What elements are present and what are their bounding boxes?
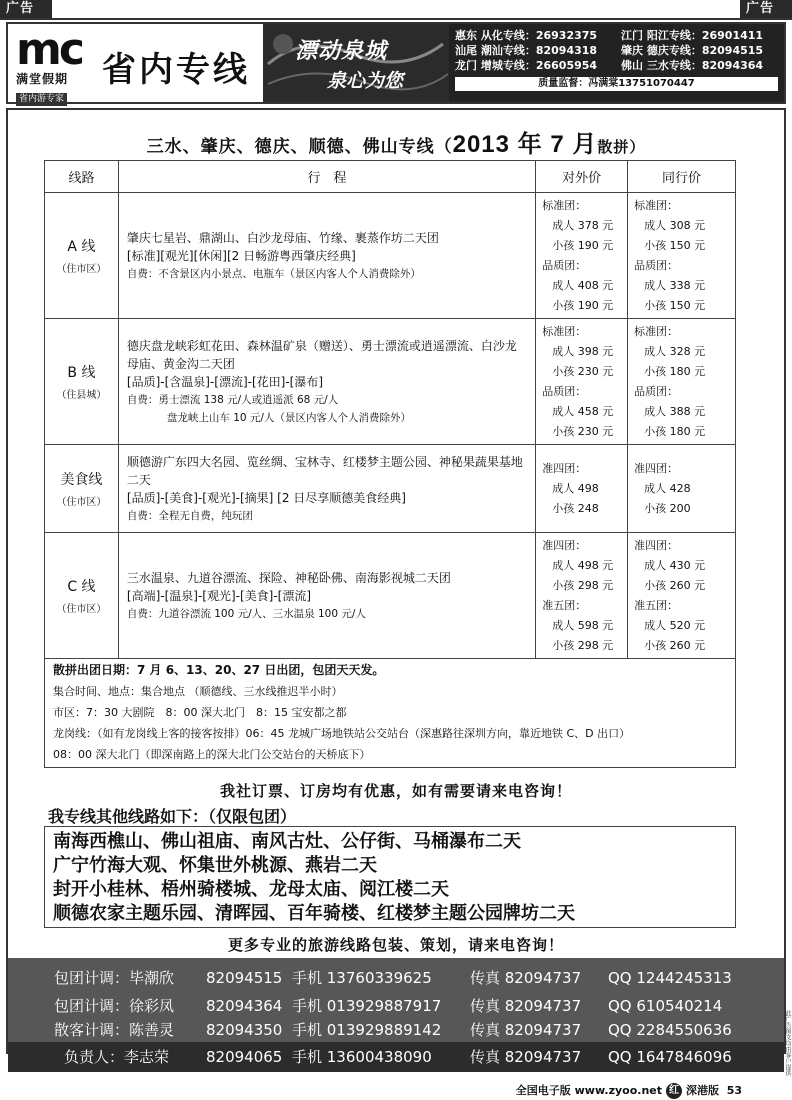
trade-price-cell: [628, 533, 736, 659]
public-price-cell: [536, 533, 628, 659]
price-tier: 标准团：: [634, 324, 679, 338]
staff-role: 包团计调：徐彩凤: [54, 997, 175, 1015]
other-routes-list: [44, 826, 736, 928]
price-child: 小孩 260 元: [644, 638, 706, 652]
price-tier: 品质团：: [542, 384, 587, 398]
price-child: 小孩 150 元: [644, 238, 706, 252]
itinerary-tags: [品质]-[含温泉]-[漂流]-[花田]-[瀑布]: [126, 374, 324, 389]
table-row: [45, 533, 736, 659]
page-number: 53: [726, 1084, 742, 1097]
price-child: 小孩 298 元: [552, 638, 614, 652]
price-tier: 标准团：: [542, 198, 587, 212]
route-name: A 线: [67, 239, 96, 255]
banner-line2: 泉心为您: [327, 70, 404, 92]
price-adult: 成人 428: [644, 481, 691, 495]
self-pay-note: 自费：九道谷漂流 100 元/人、三水温泉 100 元/人: [126, 607, 366, 620]
staff-fax: 传真 82094737: [470, 969, 582, 987]
itinerary-tags: [品质]-[美食]-[观光]-[摘果] [2 日尽享顺德美食经典]: [126, 490, 406, 505]
col-trade-price: 同行价: [628, 161, 736, 193]
staff-row: [8, 1016, 784, 1044]
route-stay: （住市区）: [56, 497, 107, 508]
departure-dates: 散拼出团日期：7 月 6、13、20、27 日出团，包团天天发。: [53, 663, 385, 677]
price-tier: 标准团：: [634, 198, 679, 212]
price-adult: 成人 520 元: [644, 618, 706, 632]
price-tier: 准四团：: [634, 461, 679, 475]
hotline-row: [455, 28, 778, 43]
staff-mobile: 手机 013929889142: [292, 1021, 442, 1039]
staff-contacts: [8, 958, 784, 1072]
self-pay-note: 自费：全程无自费，纯玩团: [126, 509, 253, 522]
price-tier: 准四团：: [542, 538, 587, 552]
logo-subtitle: 满堂假期: [16, 72, 69, 86]
staff-fax: 传真 82094737: [470, 1021, 582, 1039]
price-adult: 成人 388 元: [644, 404, 706, 418]
price-child: 小孩 180 元: [644, 424, 706, 438]
header: [6, 22, 786, 104]
staff-mobile: 手机 013929887917: [292, 997, 442, 1015]
price-adult: 成人 430 元: [644, 558, 706, 572]
title-suffix: 散拼）: [597, 138, 646, 156]
route-stay: （住市区）: [56, 604, 107, 615]
page-footer: [516, 1082, 742, 1099]
price-adult: 成人 378 元: [552, 218, 614, 232]
price-child: 小孩 248: [552, 501, 599, 515]
hotline-right: 佛山 三水专线：82094364: [621, 59, 764, 72]
table-header-row: [45, 161, 736, 193]
logo-mark: mc: [16, 24, 82, 75]
route-cell: [45, 193, 119, 319]
list-item: 顺德农家主题乐园、清晖园、百年骑楼、红楼梦主题公园牌坊二天: [53, 903, 575, 924]
table-row: [45, 445, 736, 533]
self-pay-note: 盘龙峡上山车 10 元/人（景区内客人个人消费除外）: [166, 411, 411, 424]
route-cell: [45, 445, 119, 533]
price-adult: 成人 498: [552, 481, 599, 495]
route-stay: （住县城）: [56, 390, 107, 401]
staff-row: [8, 964, 784, 992]
price-tier: 准五团：: [634, 598, 679, 612]
staff-qq: QQ 610540214: [608, 997, 723, 1015]
staff-qq: QQ 1647846096: [608, 1048, 732, 1066]
price-child: 小孩 298 元: [552, 578, 614, 592]
price-adult: 成人 498 元: [552, 558, 614, 572]
hotline-panel: [449, 24, 784, 102]
staff-role: 散客计调：陈善灵: [54, 1021, 175, 1039]
pickup-city: 市区：7：30 大剧院 8：00 深大北门 8：15 宝安都之都: [53, 706, 347, 719]
price-adult: 成人 458 元: [552, 404, 614, 418]
title-prefix: 三水、肇庆、德庆、顺德、佛山专线（: [146, 137, 453, 157]
hotline-right: 肇庆 德庆专线：82094515: [621, 44, 764, 57]
route-stay: （住市区）: [56, 264, 107, 275]
route-cell: [45, 319, 119, 445]
price-child: 小孩 260 元: [644, 578, 706, 592]
public-price-cell: [536, 445, 628, 533]
itinerary-line: 肇庆七星岩、鼎湖山、白沙龙母庙、竹缘、裹蒸作坊二天团: [126, 230, 439, 245]
pickup-longgang: 龙岗线：（如有龙岗线上客的接客按排）06：45 龙城广场地铁站公交站台（深惠路往深圳方向，靠近地铁 C、D 出口）: [53, 727, 631, 740]
staff-tel: 82094364: [206, 997, 283, 1015]
route-name: C 线: [67, 579, 96, 595]
list-item: 封开小桂林、梧州骑楼城、龙母太庙、阅江楼二天: [53, 879, 449, 900]
ad-tag-right: 广告: [740, 0, 792, 18]
route-name: B 线: [67, 365, 96, 381]
hotline-right: 江门 阳江专线：26901411: [621, 29, 764, 42]
itinerary-line: 德庆盘龙峡彩虹花田、森林温矿泉（赠送）、勇士漂流或逍遥漂流、白沙龙母庙、黄金沟二天团: [126, 338, 517, 371]
route-cell: [45, 533, 119, 659]
price-tier: 品质团：: [634, 384, 679, 398]
staff-tel: 82094065: [206, 1048, 283, 1066]
price-tier: 品质团：: [542, 258, 587, 272]
title-date: 2013 年 7 月: [452, 131, 598, 158]
price-child: 小孩 150 元: [644, 298, 706, 312]
brand-logo: [16, 24, 92, 104]
price-adult: 成人 598 元: [552, 618, 614, 632]
header-title: 省内专线: [102, 50, 250, 90]
other-routes-heading: 我专线其他线路如下：（仅限包团）: [48, 807, 297, 826]
side-disclaimer: 此广告图文均由客户提供: [784, 1010, 791, 1076]
hotline-left: 汕尾 潮汕专线：82094318: [455, 44, 598, 57]
staff-fax: 传真 82094737: [470, 997, 582, 1015]
price-child: 小孩 180 元: [644, 364, 706, 378]
ad-tag-left: 广告: [0, 0, 52, 18]
list-item: 广宁竹海大观、怀集世外桃源、燕岩二天: [53, 855, 377, 876]
staff-row-manager: [8, 1042, 784, 1072]
itinerary-line: 顺德游广东四大名园、览丝绸、宝林寺、红楼梦主题公园、神秘果蔬果基地二天: [126, 454, 523, 487]
schedule-title: [0, 124, 792, 159]
hotline-left: 惠东 从化专线：26932375: [455, 29, 598, 42]
staff-tel: 82094515: [206, 969, 283, 987]
col-public-price: 对外价: [536, 161, 628, 193]
col-route: 线路: [45, 161, 119, 193]
edition-url: 全国电子版 www.zyoo.net: [515, 1084, 663, 1097]
price-tier: 准四团：: [634, 538, 679, 552]
planning-note: 更多专业的旅游线路包装、策划，请来电咨询！: [227, 936, 564, 954]
itinerary-tags: [高端]-[温泉]-[观光]-[美食]-[漂流]: [126, 588, 312, 603]
price-child: 小孩 230 元: [552, 424, 614, 438]
price-child: 小孩 190 元: [552, 298, 614, 312]
col-itinerary: 行 程: [118, 161, 535, 193]
price-child: 小孩 190 元: [552, 238, 614, 252]
route-name: 美食线: [60, 472, 103, 488]
price-tier: 标准团：: [542, 324, 587, 338]
booking-note: 我社订票、订房均有优惠，如有需要请来电咨询！: [219, 782, 572, 800]
staff-mobile: 手机 13760339625: [292, 969, 432, 987]
staff-fax: 传真 82094737: [470, 1048, 582, 1066]
hotline-row: [455, 43, 778, 58]
banner-line1: 漂动泉城: [295, 39, 388, 64]
promo-banner: [263, 24, 449, 102]
edition-region: 深港版: [686, 1084, 720, 1097]
trade-price-cell: [628, 445, 736, 533]
hotline-row: [455, 58, 778, 73]
departure-info: [44, 658, 736, 768]
list-item: 南海西樵山、佛山祖庙、南风古灶、公仔街、马桶瀑布二天: [53, 831, 521, 852]
price-adult: 成人 408 元: [552, 278, 614, 292]
price-adult: 成人 308 元: [644, 218, 706, 232]
staff-role: 包团计调：毕潮欣: [54, 969, 175, 987]
trade-price-cell: [628, 193, 736, 319]
table-row: [45, 319, 736, 445]
top-rule: [0, 18, 792, 20]
price-adult: 成人 338 元: [644, 278, 706, 292]
staff-qq: QQ 1244245313: [608, 969, 732, 987]
staff-role: 负责人：李志荣: [64, 1048, 170, 1066]
trade-price-cell: [628, 319, 736, 445]
staff-qq: QQ 2284550636: [608, 1021, 732, 1039]
itinerary-line: 三水温泉、九道谷漂流、探险、神秘卧佛、南海影视城二天团: [126, 570, 451, 585]
self-pay-note: 自费：不含景区内小景点、电瓶车（景区内客人个人消费除外）: [126, 267, 421, 280]
route-table: [44, 160, 736, 659]
price-adult: 成人 398 元: [552, 344, 614, 358]
seal-icon: 红: [666, 1083, 682, 1099]
itinerary-cell: [118, 193, 535, 319]
staff-mobile: 手机 13600438090: [292, 1048, 432, 1066]
table-row: [45, 193, 736, 319]
price-tier: 品质团：: [634, 258, 679, 272]
logo-tagline: 省内游专家: [16, 93, 67, 106]
staff-tel: 82094350: [206, 1021, 283, 1039]
price-tier: 准五团：: [542, 598, 587, 612]
public-price-cell: [536, 319, 628, 445]
itinerary-cell: [118, 319, 535, 445]
quality-supervision: 质量监督：冯满棠13751070447: [455, 77, 778, 91]
public-price-cell: [536, 193, 628, 319]
meeting-point: 集合时间、地点：集合地点 （顺德线、三水线推迟半小时）: [53, 685, 343, 698]
itinerary-cell: [118, 445, 535, 533]
price-tier: 准四团：: [542, 461, 587, 475]
itinerary-tags: [标准][观光][休闲][2 日畅游粤西肇庆经典]: [126, 248, 356, 263]
itinerary-cell: [118, 533, 535, 659]
self-pay-note: 自费：勇士漂流 138 元/人或逍遥派 68 元/人: [126, 393, 339, 406]
price-adult: 成人 328 元: [644, 344, 706, 358]
price-child: 小孩 200: [644, 501, 691, 515]
price-child: 小孩 230 元: [552, 364, 614, 378]
hotline-left: 龙门 增城专线：26605954: [455, 59, 598, 72]
pickup-szu: 08：00 深大北门（即深南路上的深大北门公交站台的天桥底下）: [53, 748, 371, 761]
